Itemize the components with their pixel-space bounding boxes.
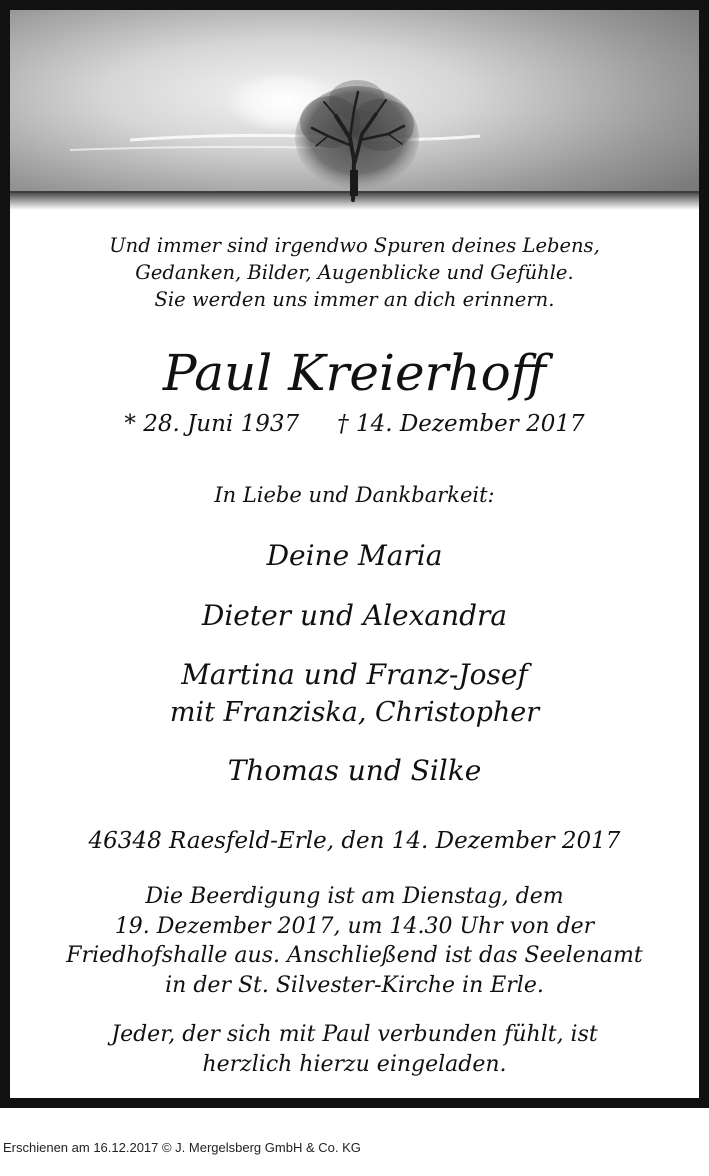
thanks-line: In Liebe und Dankbarkeit: bbox=[214, 483, 495, 507]
family-member: Martina und Franz-Josef bbox=[181, 658, 528, 691]
life-dates bbox=[10, 407, 699, 441]
verse-block bbox=[10, 232, 699, 313]
family-member: mit Franziska, Christopher bbox=[169, 697, 540, 728]
verse-line: Sie werden uns immer an dich erinnern. bbox=[154, 288, 555, 311]
place-date: 46348 Raesfeld-Erle, den 14. Dezember 2017 bbox=[88, 828, 621, 854]
invitation-line: Jeder, der sich mit Paul verbunden fühlt, ist bbox=[111, 1022, 598, 1047]
family-member: Thomas und Silke bbox=[227, 754, 482, 787]
verse-line: Und immer sind irgendwo Spuren deines Lebens, bbox=[109, 234, 600, 257]
birth-date: * 28. Juni 1937 bbox=[124, 411, 300, 437]
funeral-line: in der St. Silvester-Kirche in Erle. bbox=[165, 972, 544, 998]
invitation bbox=[10, 1020, 699, 1079]
funeral-line: Friedhofshalle aus. Anschließend ist das Seelenamt bbox=[66, 943, 643, 968]
funeral-line: 19. Dezember 2017, um 14.30 Uhr von der bbox=[114, 913, 595, 939]
tree-landscape-icon bbox=[10, 10, 699, 210]
death-date: † 14. Dezember 2017 bbox=[337, 411, 585, 437]
family-member: Dieter und Alexandra bbox=[201, 599, 508, 632]
funeral-line: Die Beerdigung ist am Dienstag, dem bbox=[145, 884, 564, 909]
family-member: Deine Maria bbox=[266, 539, 443, 572]
invitation-line: herzlich hierzu eingeladen. bbox=[202, 1051, 507, 1077]
funeral-info bbox=[10, 882, 699, 1000]
publication-footer: Erschienen am 16.12.2017 © J. Mergelsberg GmbH & Co. KG bbox=[3, 1140, 361, 1155]
verse-line: Gedanken, Bilder, Augenblicke und Gefühle. bbox=[135, 261, 574, 284]
deceased-name: Paul Kreierhoff bbox=[162, 344, 547, 402]
